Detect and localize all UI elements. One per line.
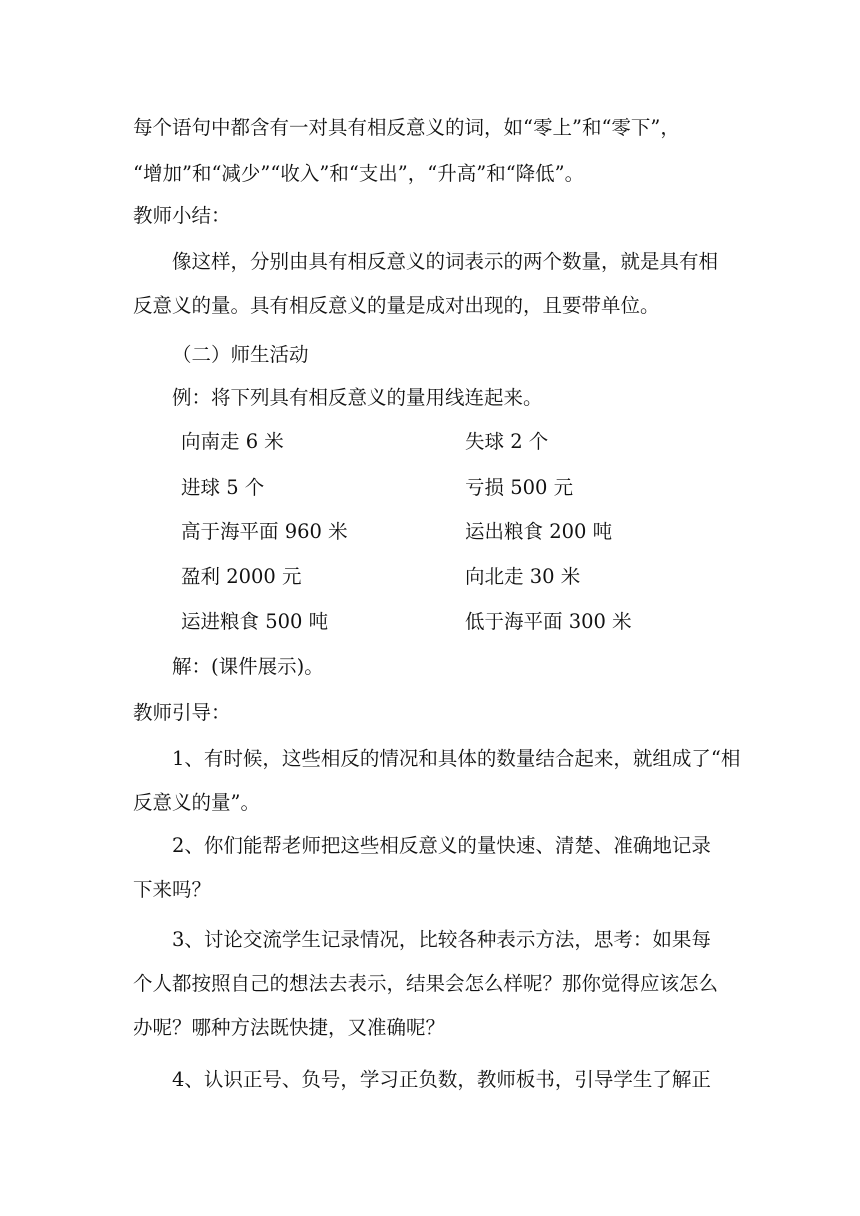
pair-right-1: 失球 2 个 [465,430,549,453]
guide-item-3-line-1: 3、讨论交流学生记录情况，比较各种表示方法，思考：如果每 [172,928,711,951]
guide-item-2-line-2: 下来吗？ [133,878,212,901]
guide-item-3-line-2: 个人都按照自己的想法去表示，结果会怎么样呢？那你觉得应该怎么 [133,972,719,995]
guide-item-3-line-3: 办呢？哪种方法既快捷，又准确呢？ [133,1016,446,1039]
solution-text: 解：(课件展示)。 [172,655,324,678]
pair-right-2: 亏损 500 元 [465,476,574,499]
pair-right-4: 向北走 30 米 [465,565,581,588]
intro-line-1: 每个语句中都含有一对具有相反意义的词，如“零上”和“零下”， [133,116,680,139]
summary-line-2: 反意义的量。具有相反意义的量是成对出现的，且要带单位。 [133,294,660,317]
example-prompt: 例：将下列具有相反意义的量用线连起来。 [172,386,543,409]
pair-right-5: 低于海平面 300 米 [465,610,632,633]
activity-heading: （二）师生活动 [172,343,309,366]
guide-item-4-line-1: 4、认识正号、负号，学习正负数，教师板书，引导学生了解正 [172,1068,711,1091]
guide-item-1-line-2: 反意义的量”。 [133,791,260,814]
guide-item-2-line-1: 2、你们能帮老师把这些相反意义的量快速、清楚、准确地记录 [172,834,711,857]
guide-item-1-line-1: 1、有时候，这些相反的情况和具体的数量结合起来，就组成了“相 [172,747,741,770]
summary-heading: 教师小结： [133,204,231,227]
pair-left-4: 盈利 2000 元 [181,565,302,588]
pair-left-3: 高于海平面 960 米 [181,520,348,543]
guide-heading: 教师引导： [133,701,231,724]
pair-left-1: 向南走 6 米 [181,430,284,453]
pair-left-5: 运进粮食 500 吨 [181,610,329,633]
pair-left-2: 进球 5 个 [181,476,265,499]
intro-line-2: “增加”和“减少”“收入”和“支出”，“升高”和“降低”。 [133,162,585,185]
summary-line-1: 像这样，分别由具有相反意义的词表示的两个数量，就是具有相 [172,250,719,273]
pair-right-3: 运出粮食 200 吨 [465,520,613,543]
